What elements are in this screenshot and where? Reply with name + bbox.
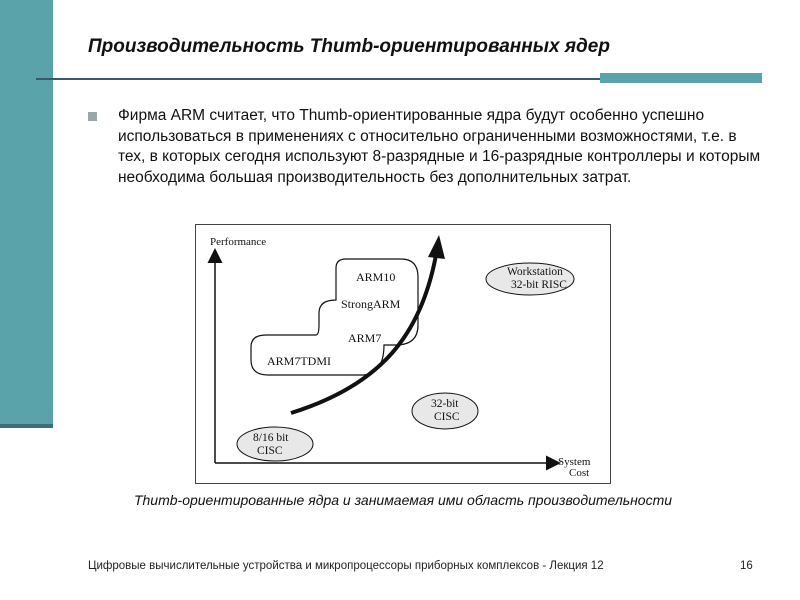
sidebar-shadow	[0, 424, 53, 428]
growth-arrow-head	[428, 235, 445, 259]
slide-title: Производительность Thumb-ориентированных ядер	[88, 36, 610, 57]
body-paragraph: Фирма ARM считает, что Thumb-ориентированные ядра будут особенно успешно использоваться в применениях с относительно ограниченными возможностями, т.е. в тех, в которых сегодня используют 8-разрядные и 16-разрядные контроллеры и которым необходима большая производительность без дополнительных затрат.	[118, 107, 761, 186]
workstation-label-line2: 32-bit RISC	[511, 279, 567, 291]
bullet-marker	[88, 112, 97, 121]
title-rule-accent	[600, 73, 762, 83]
cisc816-label-line2: CISC	[257, 445, 283, 457]
diagram-caption: Thumb-ориентированные ядра и занимаемая ими область производительности	[133, 492, 673, 508]
y-axis-label: Performance	[210, 236, 267, 248]
footer-text: Цифровые вычислительные устройства и микропроцессоры приборных комплексов - Лекция 12	[88, 560, 604, 572]
core-label-arm7: ARM7	[348, 331, 382, 345]
performance-diagram	[195, 224, 611, 484]
page-number: 16	[740, 560, 753, 572]
cisc32-label-line2: CISC	[434, 411, 460, 423]
diagram-svg	[196, 225, 610, 483]
x-axis-label-line1: System	[558, 456, 591, 468]
cisc32-label-line1: 32-bit	[431, 398, 459, 410]
x-axis-label-line2: Cost	[569, 467, 590, 479]
workstation-label-line1: Workstation	[507, 266, 563, 278]
core-label-strongarm: StrongARM	[341, 297, 401, 311]
sidebar-band	[0, 0, 53, 427]
cisc816-label-line1: 8/16 bit	[253, 432, 289, 444]
core-label-arm10: ARM10	[356, 270, 396, 284]
core-label-arm7tdmi: ARM7TDMI	[267, 354, 332, 368]
